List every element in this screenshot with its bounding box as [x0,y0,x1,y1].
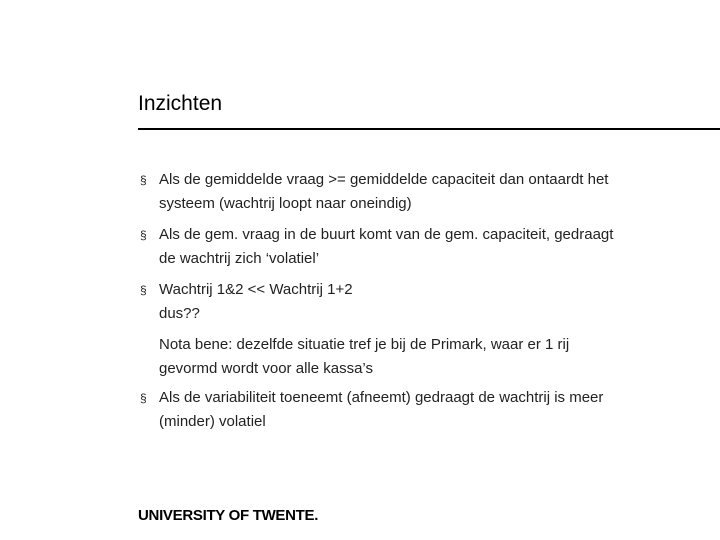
title-divider [138,128,720,130]
note-line: Nota bene: dezelfde situatie tref je bij de Primark, waar er 1 rij [159,336,570,353]
bullet-line: de wachtrij zich ‘volatiel’ [159,250,320,267]
bullet-line: Wachtrij 1&2 << Wachtrij 1+2 [159,281,353,298]
bullet-line: Als de variabiliteit toeneemt (afneemt) gedraagt de wachtrij is meer [159,389,604,406]
bullet-marker-icon: § [140,228,147,242]
note-line: gevormd wordt voor alle kassa’s [159,360,373,377]
bullet-line: dus?? [159,305,200,322]
bullet-line: systeem (wachtrij loopt naar oneindig) [159,195,412,212]
bullet-line: Als de gemiddelde vraag >= gemiddelde capaciteit dan ontaardt het [159,171,609,188]
slide-title: Inzichten [138,92,223,115]
bullet-item-4 [138,386,698,434]
bullet-item-1 [138,168,698,216]
bullet-item-3 [138,278,698,326]
bullet-item-2 [138,223,698,271]
bullet-marker-icon: § [140,391,147,405]
note-paragraph [138,333,698,381]
bullet-line: (minder) volatiel [159,413,266,430]
university-logo: UNIVERSITY OF TWENTE. [138,507,319,524]
bullet-line: Als de gem. vraag in de buurt komt van de gem. capaciteit, gedraagt [159,226,614,243]
bullet-marker-icon: § [140,283,147,297]
bullet-marker-icon: § [140,173,147,187]
bullet-list [138,168,698,441]
